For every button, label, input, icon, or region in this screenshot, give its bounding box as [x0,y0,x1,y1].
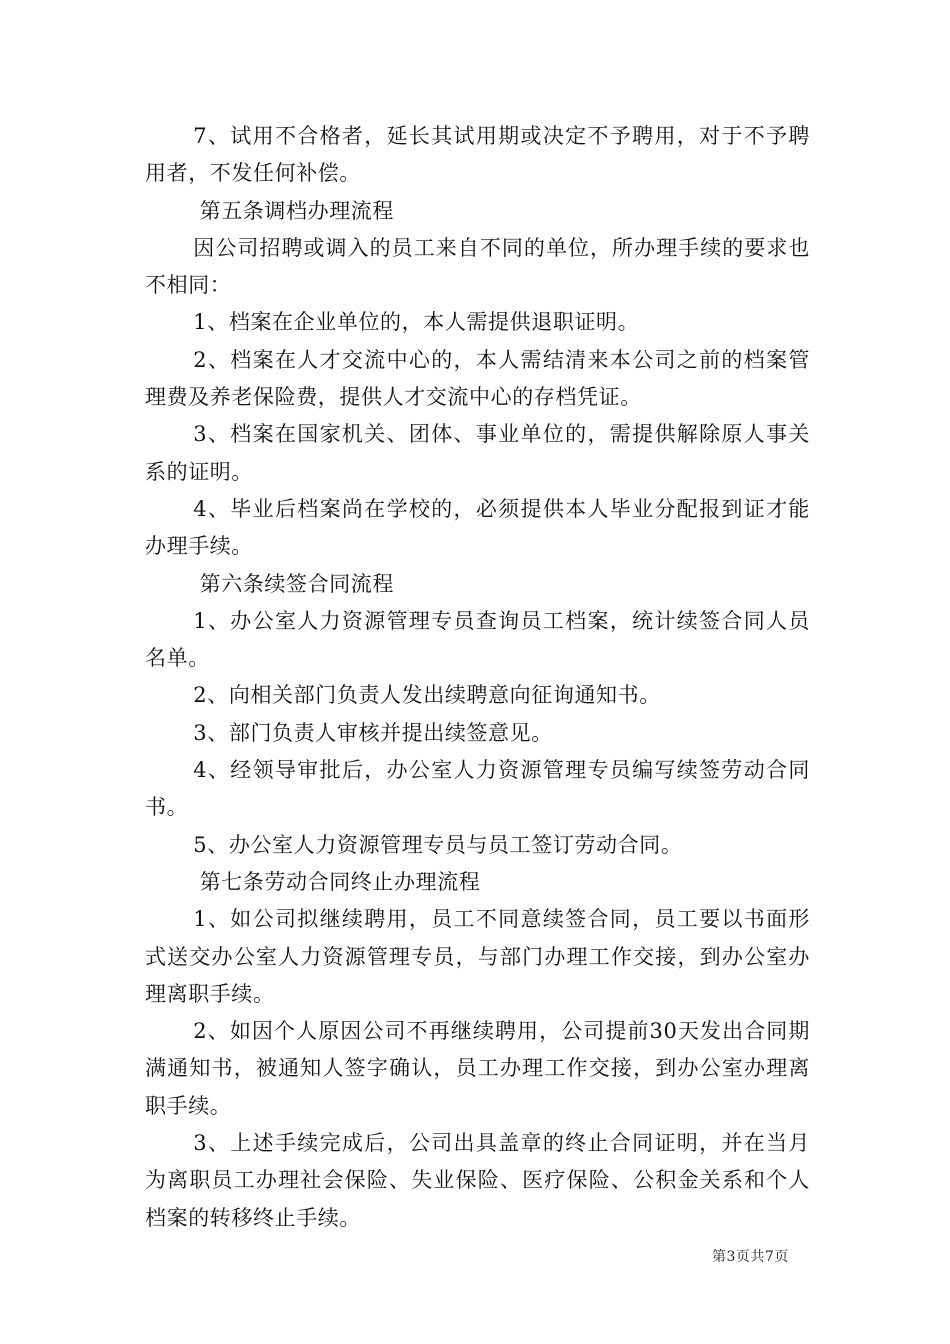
paragraph: 1、办公室人力资源管理专员查询员工档案，统计续签合同人员名单。 [145,608,810,671]
document-body [145,118,810,1237]
paragraph: 1、档案在企业单位的，本人需提供退职证明。 [193,310,640,335]
paragraph: 5、办公室人力资源管理专员与员工签订劳动合同。 [193,832,683,857]
section-heading: 第五条调档办理流程 [199,198,394,223]
paragraph: 4、经领导审批后，办公室人力资源管理专员编写续签劳动合同书。 [145,758,810,820]
paragraph: 3、上述手续完成后，公司出具盖章的终止合同证明，并在当月为离职员工办理社会保险、失业保险、医疗保险、公积金关系和个人档案的转移终止手续。 [145,1131,810,1230]
paragraph: 1、如公司拟继续聘用，员工不同意续签合同，员工要以书面形式送交办公室人力资源管理专员，与部门办理工作交接，到办公室办理离职手续。 [145,907,810,1006]
paragraph: 7、试用不合格者，延长其试用期或决定不予聘用，对于不予聘用者，不发任何补偿。 [145,124,810,186]
paragraph: 4、毕业后档案尚在学校的，必须提供本人毕业分配报到证才能办理手续。 [145,496,810,559]
paragraph: 因公司招聘或调入的员工来自不同的单位，所办理手续的要求也不相同： [145,235,810,298]
paragraph: 3、部门负责人审核并提出续签意见。 [193,720,553,745]
paragraph: 3、档案在国家机关、团体、事业单位的，需提供解除原人事关系的证明。 [145,422,810,484]
page-footer [712,1246,789,1266]
page-number-label: 第3页共7页 [712,1249,789,1265]
paragraph: 2、如因个人原因公司不再继续聘用，公司提前30天发出合同期满通知书，被通知人签字确认，员工办理工作交接，到办公室办理离职手续。 [145,1019,810,1118]
section-heading: 第七条劳动合同终止办理流程 [199,869,481,894]
section-heading: 第六条续签合同流程 [199,571,394,596]
paragraph: 2、档案在人才交流中心的，本人需结清来本公司之前的档案管理费及养老保险费，提供人才交流中心的存档凭证。 [145,347,810,410]
paragraph: 2、向相关部门负责人发出续聘意向征询通知书。 [193,683,661,708]
